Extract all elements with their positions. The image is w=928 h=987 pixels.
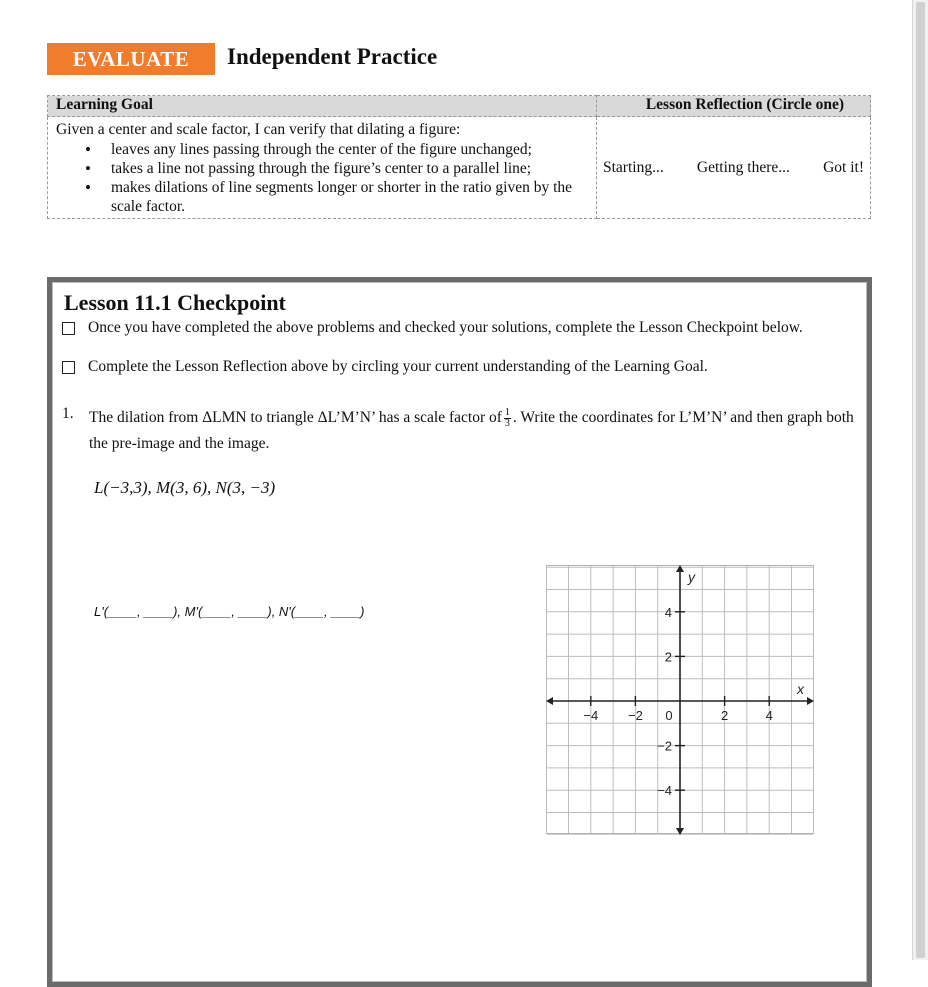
learning-goal-bullet: • makes dilations of line segments longer or shorter in the ratio given by the scale factor. xyxy=(111,178,588,216)
x-tick-label: 0 xyxy=(665,708,673,723)
x-tick-label: −4 xyxy=(583,708,599,723)
coordinate-grid[interactable] xyxy=(546,565,814,835)
y-tick-label: −4 xyxy=(657,783,672,799)
section-title: Independent Practice xyxy=(227,44,438,69)
x-tick-label: 2 xyxy=(720,708,729,723)
answer-blanks[interactable]: L'(____, ____), M'(____, ____), N'(____, ____) xyxy=(94,604,365,619)
learning-goal-bullet: • leaves any lines passing through the center of the figure unchanged; xyxy=(111,140,588,159)
reflection-cell xyxy=(597,117,871,219)
checklist-text: Complete the Lesson Reflection above by circling your current understanding of the Learning Goal. xyxy=(88,358,708,375)
checklist-text: Once you have completed the above problems and checked your solutions, complete the Lesson Checkpoint below. xyxy=(88,319,803,336)
checklist-item xyxy=(62,319,832,337)
question-number: 1. xyxy=(62,405,74,422)
learning-goal-list xyxy=(56,140,588,216)
reflection-option-getting-there[interactable]: Getting there... xyxy=(696,158,790,176)
y-tick-label: 2 xyxy=(664,649,672,665)
y-tick-label: 4 xyxy=(664,604,672,620)
scale-factor-fraction xyxy=(504,408,511,429)
y-axis-label: y xyxy=(688,569,695,585)
reflection-option-got-it[interactable]: Got it! xyxy=(823,158,864,176)
scrollbar[interactable] xyxy=(912,0,928,960)
x-tick-label: −2 xyxy=(627,708,643,723)
learning-goal-table xyxy=(47,95,871,219)
question-text-part: . Write the coordinates for L’M’N’ and then graph both the pre-image and the image. xyxy=(89,409,854,452)
y-tick-label: −2 xyxy=(657,738,672,754)
checkpoint-title: Lesson 11.1 Checkpoint xyxy=(64,290,286,315)
question-text-part: The dilation from ΔLMN to triangle ΔL’M’N’ has a scale factor of xyxy=(89,409,502,426)
learning-goal-cell xyxy=(48,117,597,219)
evaluate-badge: EVALUATE xyxy=(47,43,215,75)
reflection-option-starting[interactable]: Starting... xyxy=(603,158,664,176)
fraction-numerator: 1 xyxy=(504,406,510,418)
fraction-denominator: 3 xyxy=(504,417,510,429)
question-text xyxy=(89,405,869,457)
learning-goal-intro: Given a center and scale factor, I can verify that dilating a figure: xyxy=(56,121,461,138)
checklist-item xyxy=(62,358,832,376)
scrollbar-thumb[interactable] xyxy=(916,2,925,958)
checkbox[interactable] xyxy=(62,361,75,374)
checkbox[interactable] xyxy=(62,322,75,335)
learning-goal-header: Learning Goal xyxy=(48,96,597,117)
x-tick-label: 4 xyxy=(765,708,773,723)
x-axis-label: x xyxy=(797,681,804,697)
learning-goal-bullet: • takes a line not passing through the figure’s center to a parallel line; xyxy=(111,159,588,178)
lesson-reflection-header: Lesson Reflection (Circle one) xyxy=(597,96,871,117)
preimage-coordinates: L(−3,3), M(3, 6), N(3, −3) xyxy=(94,478,276,497)
